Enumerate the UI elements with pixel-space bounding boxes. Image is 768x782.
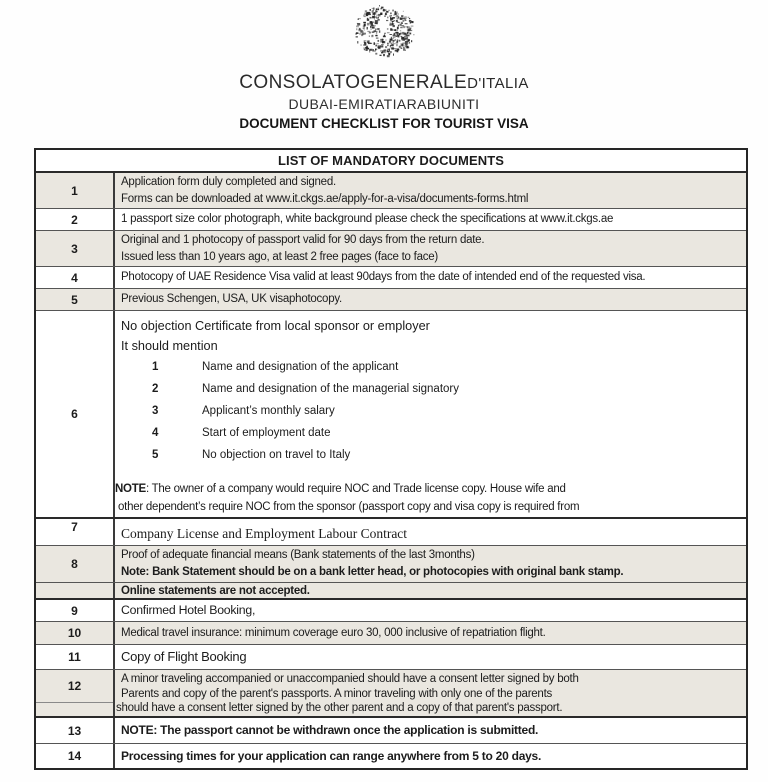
row-number: 9 [36,600,115,621]
table-row-4 [36,266,746,288]
row-content [115,622,746,644]
row-number: 1 [36,173,115,208]
sublist-text: No objection on travel to Italy [202,449,351,461]
row-number: 2 [36,209,115,230]
sublist-text: Applicant’s monthly salary [202,405,335,417]
table-row-8 [36,545,746,582]
row-number: 10 [36,622,115,644]
row-number: 7 [36,519,115,545]
sublist-number: 1 [152,361,159,373]
row-number: 11 [36,645,115,669]
row-content [115,519,746,545]
noc-sublist-item [121,400,744,422]
row-line: Photocopy of UAE Residence Visa valid at least 90days from the date of intended end of the requested visa. [121,271,646,284]
row-content [115,583,746,598]
noc-intro-line: No objection Certificate from local sponsor or employer [121,319,430,333]
sublist-number: 3 [152,405,159,417]
row-line: 1 passport size color photograph, white background please check the specifications at www.it.ckgs.ae [121,213,614,226]
row-number: 3 [36,231,115,266]
row-number [36,583,115,598]
table-row-9 [36,598,746,621]
row-number: 5 [36,289,115,310]
table-row-1 [36,171,746,208]
row-number: 12 [36,670,115,716]
row-line: NOTE: The passport cannot be withdrawn once the application is submitted. [121,723,539,737]
row-content [115,718,746,743]
row-number: 14 [36,744,115,768]
sublist-number: 2 [152,383,159,395]
row-line: Processing times for your application can range anywhere from 5 to 20 days. [121,749,542,763]
table-row-3 [36,230,746,266]
row-line: Previous Schengen, USA, UK visaphotocopy. [121,293,342,306]
sublist-text: Name and designation of the managerial signatory [202,383,459,395]
row-number: 4 [36,267,115,288]
row-line: should have a consent letter signed by the other parent and a copy of that parent's passport. [116,702,563,715]
row-line: Parents and copy of the parent's passports. A minor traveling with only one of the parents [121,687,553,700]
row-line: Medical travel insurance: minimum coverage euro 30, 000 inclusive of repatriation flight. [121,626,546,639]
table-row-7 [36,517,746,545]
row-line: Company License and Employment Labour Contract [121,525,408,541]
noc-intro-line: It should mention [121,339,218,353]
row-content [115,173,746,208]
note-text: : The owner of a company would require NOC and Trade license copy. House wife and [145,483,566,495]
org-location: DUBAI-EMIRATIARABIUNITI [288,96,480,112]
row-line: Proof of adequate financial means (Bank statements of the last 3months) [121,549,475,561]
table-row-2 [36,208,746,230]
row-line: Confirmed Hotel Booking, [121,603,256,618]
row-line: A minor traveling accompanied or unaccompanied should have a consent letter signed by both [121,673,579,685]
table-row-11 [36,644,746,669]
checklist-table [34,148,748,770]
row-content [115,600,746,621]
noc-sublist-item [121,422,744,444]
table-row-10 [36,621,746,644]
table-header-row [36,150,746,171]
row-line: Online statements are not accepted. [121,585,310,597]
note-label: NOTE [115,483,146,495]
note-line: other dependent’s require NOC from the sponsor (passport copy and visa copy is required from [118,501,580,513]
table-row-13 [36,716,746,743]
row-content [115,209,746,230]
table-row-8-continued [36,582,746,598]
row-content [115,744,746,768]
row-line: Copy of Flight Booking [121,648,247,664]
org-name-suffix: D'ITALIA [467,75,529,92]
row-number: 8 [36,546,115,582]
row-content [115,645,746,669]
table-row-12 [36,669,746,716]
row-line: Issued less than 10 years ago, at least 2 free pages (face to face) [121,250,438,263]
row-content [115,311,746,517]
row-content [115,670,746,716]
row-number: 6 [36,311,115,517]
row-content [115,267,746,288]
table-row-5 [36,288,746,310]
row-content [115,231,746,266]
row-content [115,546,746,582]
table-row-6 [36,310,746,517]
row-number: 13 [36,718,115,743]
sublist-number: 5 [152,449,159,461]
noc-sublist-item [121,378,744,400]
italy-republic-emblem-icon [344,2,424,64]
org-name-main: CONSOLATOGENERALE [239,72,468,93]
row-line: Forms can be downloaded at www.it.ckgs.ae/apply-for-a-visa/documents-forms.html [121,192,529,205]
row-line: Application form duly completed and signed. [121,176,336,188]
noc-sublist-item [121,356,744,378]
note-line [115,480,744,498]
row-line: Note: Bank Statement should be on a bank letter head, or photocopies with original bank stamp. [121,566,624,578]
row-content [115,289,746,310]
sublist-number: 4 [152,427,159,439]
noc-sublist-item [121,444,744,466]
page-title: DOCUMENT CHECKLIST FOR TOURIST VISA [239,116,529,131]
note-line [115,516,744,517]
table-row-14 [36,743,746,768]
sublist-text: Name and designation of the applicant [202,361,399,373]
org-name [0,72,768,94]
noc-note [115,480,744,517]
row-line: Original and 1 photocopy of passport valid for 90 days from the return date. [121,234,485,246]
sublist-text: Start of employment date [202,427,331,439]
table-title: LIST OF MANDATORY DOCUMENTS [277,153,505,168]
